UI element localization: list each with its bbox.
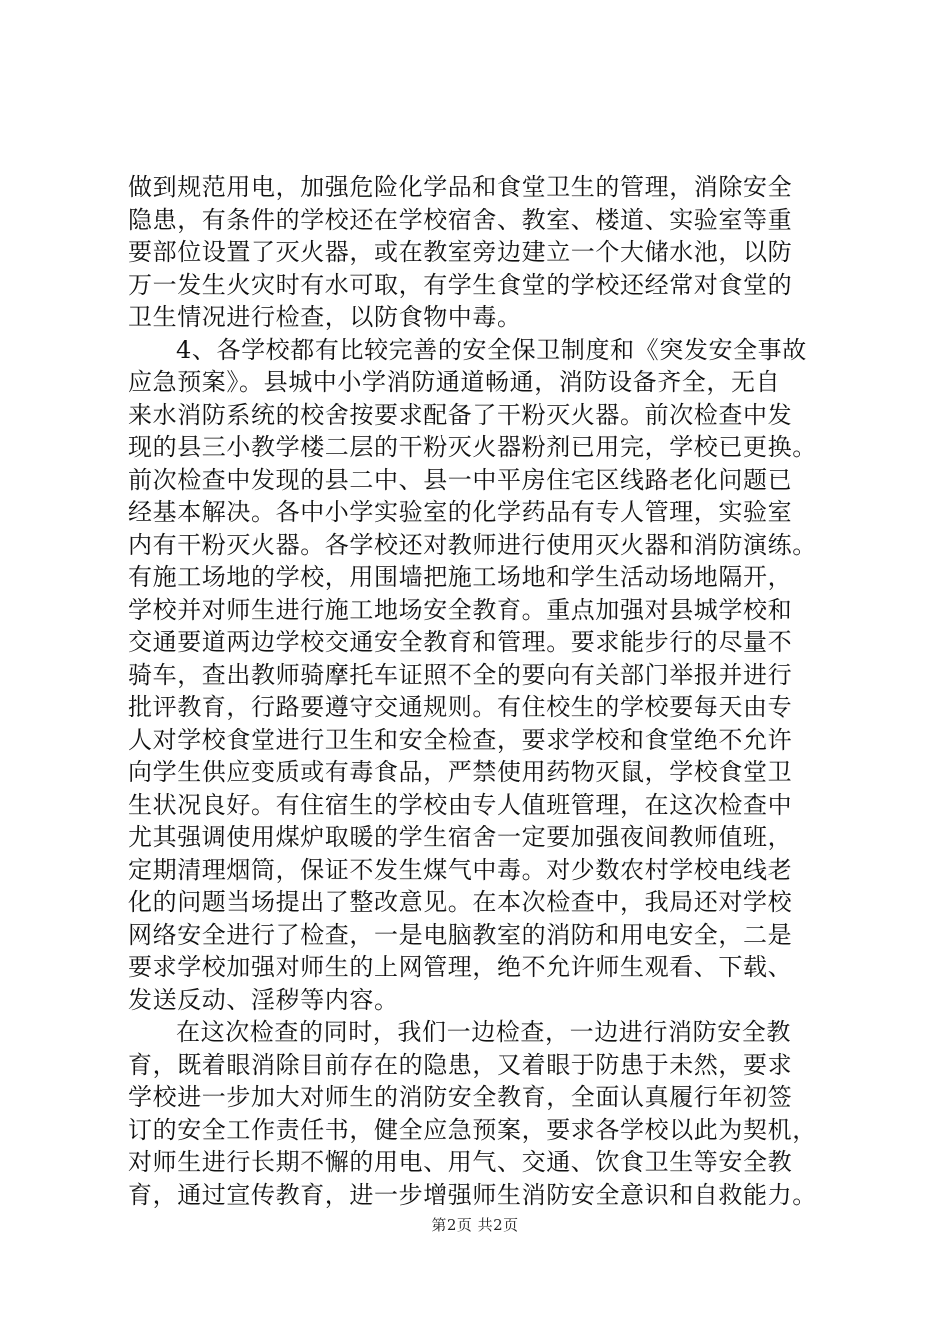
page-number-footer: 第2页 共2页 — [431, 1216, 519, 1234]
text-line: 要求学校加强对师生的上网管理，绝不允许师生观看、下载、 — [128, 953, 793, 981]
text-line: 对师生进行长期不懈的用电、用气、交通、饮食卫生等安全教 — [128, 1148, 793, 1176]
text-line: 做到规范用电，加强危险化学品和食堂卫生的管理，消除安全 — [128, 173, 793, 201]
text-line: 人对学校食堂进行卫生和安全检查，要求学校和食堂绝不允许 — [128, 725, 793, 754]
text-line: 网络安全进行了检查，一是电脑教室的消防和用电安全，二是 — [128, 920, 793, 949]
text-line: 育，通过宣传教育，进一步增强师生消防安全意识和自救能力。 — [128, 1180, 817, 1209]
text-line: 前次检查中发现的县二中、县一中平房住宅区线路老化问题已 — [128, 465, 793, 494]
text-line: 学校并对师生进行施工地场安全教育。重点加强对县城学校和 — [128, 595, 793, 624]
text-line: 万一发生火灾时有水可取，有学生食堂的学校还经常对食堂的 — [128, 270, 793, 299]
text-line: 骑车，查出教师骑摩托车证照不全的要向有关部门举报并进行 — [128, 660, 793, 689]
text-line: 化的问题当场提出了整改意见。在本次检查中，我局还对学校 — [128, 888, 793, 916]
text-line: 交通要道两边学校交通安全教育和管理。要求能步行的尽量不 — [128, 628, 793, 656]
text-line: 经基本解决。各中小学实验室的化学药品有专人管理，实验室 — [128, 498, 793, 526]
text-line: 学校进一步加大对师生的消防安全教育，全面认真履行年初签 — [128, 1083, 793, 1111]
text-line: 定期清理烟筒，保证不发生煤气中毒。对少数农村学校电线老 — [128, 855, 793, 884]
text-line: 订的安全工作责任书，健全应急预案，要求各学校以此为契机， — [128, 1115, 817, 1144]
text-line: 尤其强调使用煤炉取暖的学生宿舍一定要加强夜间教师值班， — [128, 823, 793, 851]
paragraph-start-line: 在这次检查的同时，我们一边检查，一边进行消防安全教 — [176, 1018, 791, 1046]
text-line: 隐患，有条件的学校还在学校宿舍、教室、楼道、实验室等重 — [128, 205, 793, 234]
text-line: 卫生情况进行检查，以防食物中毒。 — [128, 303, 522, 331]
text-line: 育，既着眼消除目前存在的隐患，又着眼于防患于未然，要求 — [128, 1050, 793, 1079]
text-line: 发送反动、淫秽等内容。 — [128, 985, 399, 1014]
text-line: 批评教育，行路要遵守交通规则。有住校生的学校要每天由专 — [128, 693, 793, 721]
text-line: 要部位设置了灭火器，或在教室旁边建立一个大储水池，以防 — [128, 238, 793, 266]
text-line: 来水消防系统的校舍按要求配备了干粉灭火器。前次检查中发 — [128, 400, 793, 429]
text-line: 向学生供应变质或有毒食品，严禁使用药物灭鼠，学校食堂卫 — [128, 758, 793, 786]
text-line: 有施工场地的学校，用围墙把施工场地和学生活动场地隔开， — [128, 563, 793, 591]
text-line: 应急预案》。县城中小学消防通道畅通，消防设备齐全，无自 — [128, 368, 781, 396]
paragraph-start-line: 4、各学校都有比较完善的安全保卫制度和《突发安全事故 — [176, 335, 807, 364]
text-line: 生状况良好。有住宿生的学校由专人值班管理，在这次检查中 — [128, 790, 793, 819]
text-line: 内有干粉灭火器。各学校还对教师进行使用灭火器和消防演练。 — [128, 530, 817, 559]
body-text — [128, 171, 848, 1211]
text-line: 现的县三小教学楼二层的干粉灭火器粉剂已用完，学校已更换。 — [128, 433, 817, 461]
